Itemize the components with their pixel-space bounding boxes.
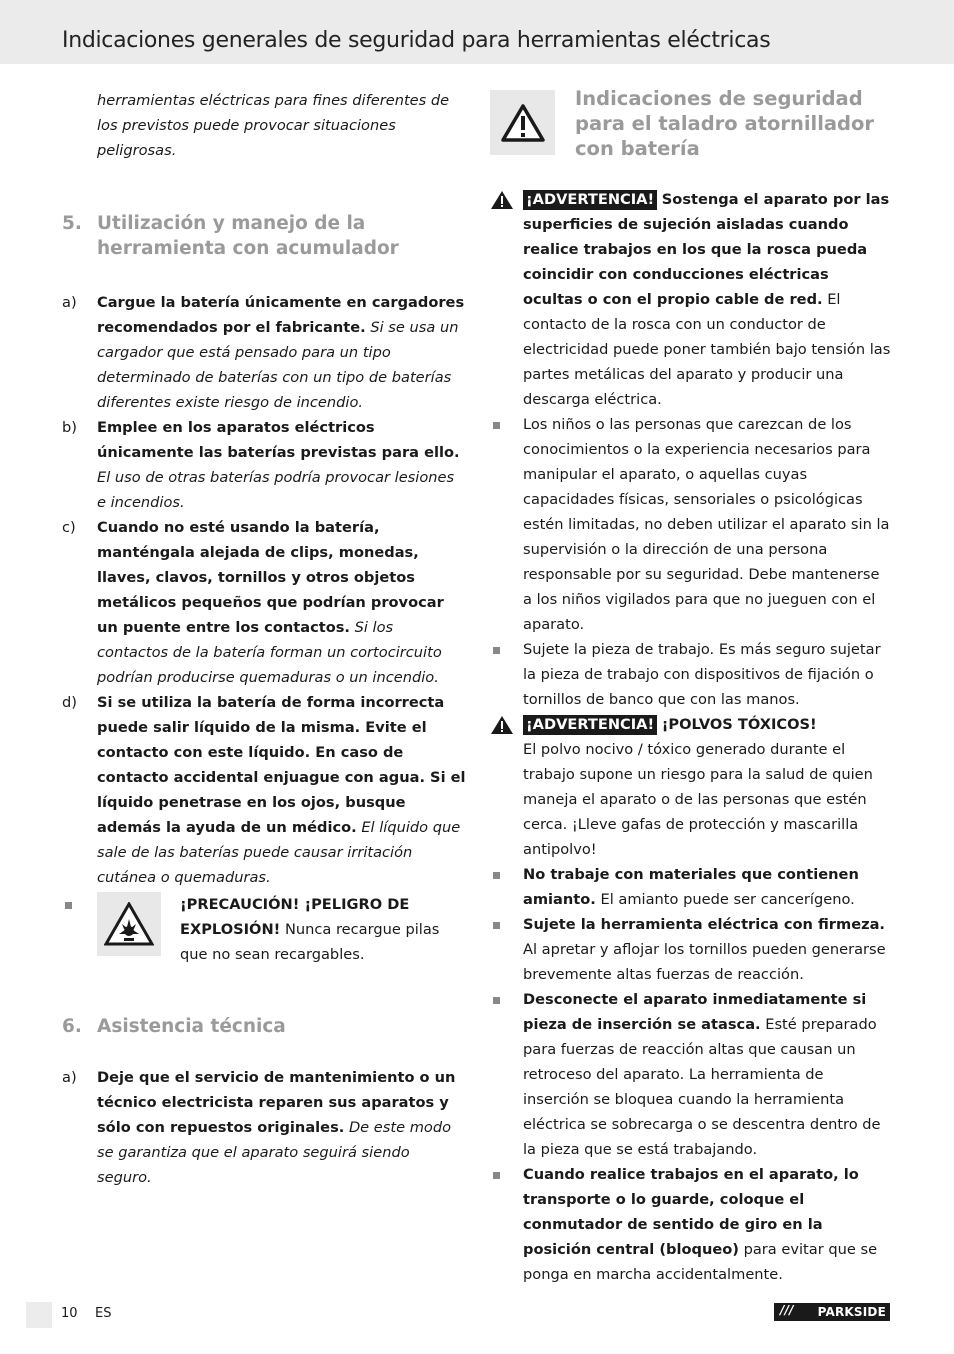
bullet-square (493, 997, 500, 1004)
list-item (62, 690, 466, 890)
section-6-title (62, 1014, 466, 1039)
list-item (62, 1065, 466, 1190)
warning-bold-text: Sostenga el aparato por las superficies de sujeción aisladas cuando realice trabajos en los que la rosca pueda coincidir con conducciones eléctricas ocultas o con el propio cable de red. (523, 191, 890, 308)
bullet-text: Esté preparado para fuerzas de reacción altas que causan un retroceso del aparato. La herramienta de inserción se bloquea cuando la herramienta eléctrica se sobrecarga o se descentra dentro de la pieza que se está trabajando. (523, 1016, 881, 1158)
item-italic-text: Si los contactos de la batería forman un cortocircuito podrían producirse quemaduras o un incendio. (97, 619, 442, 686)
item-bold-text: Cuando no esté usando la batería, manténgala alejada de clips, monedas, llaves, clavos, tornillos y otros objetos metálicos pequeños que podrían provocar un puente entre los contactos. (97, 519, 444, 636)
bullet-bold-text: Desconecte el aparato inmediatamente si pieza de inserción se atasca. (523, 991, 867, 1033)
item-bold-text: Deje que el servicio de mantenimiento o un técnico electricista reparen sus aparatos y sólo con repuestos originales. (97, 1069, 456, 1136)
warning-triangle-icon (490, 190, 514, 210)
intro-text: herramientas eléctricas para fines diferentes de los previstos puede provocar situaciones peligrosas. (97, 92, 450, 159)
warning-block-2 (490, 712, 892, 862)
bullet-bold-text: Sujete la herramienta eléctrica con firmeza. (523, 916, 885, 933)
warning-badge: ¡ADVERTENCIA! (523, 715, 657, 735)
bullet-item (490, 637, 892, 712)
section-5-heading: Utilización y manejo de la herramienta con acumulador (97, 213, 399, 259)
bullet-text: El amianto puede ser cancerígeno. (600, 891, 855, 908)
bullet-square (65, 902, 72, 909)
bullet-square (493, 647, 500, 654)
section-6-number: 6. (62, 1016, 82, 1037)
warning-bold-text: ¡POLVOS TÓXICOS! (661, 716, 817, 733)
brand-name: PARKSIDE (817, 1305, 886, 1319)
right-column (490, 86, 892, 1287)
page-number: 10 (61, 1306, 78, 1321)
bullet-text: Sujete la pieza de trabajo. Es más seguro sujetar la pieza de trabajo con dispositivos de fijación o tornillos de banco que con las manos. (523, 641, 881, 708)
item-label: c) (62, 519, 76, 536)
warning-triangle-icon (490, 715, 514, 735)
item-italic-text: El uso de otras baterías podría provocar lesiones e incendios. (97, 469, 455, 511)
right-section-title: Indicaciones de seguridad para el taladro atornillador con batería (575, 87, 875, 160)
page-number-box (26, 1302, 52, 1328)
warning-block-1 (490, 187, 892, 412)
explosion-hazard-icon (97, 892, 161, 956)
brand-logo (774, 1303, 890, 1321)
item-italic-text: El líquido que sale de las baterías puede causar irritación cutánea o quemaduras. (97, 819, 461, 886)
page-header (0, 0, 954, 64)
section-5-items (62, 290, 466, 967)
item-italic-text: De este modo se garantiza que el aparato seguirá siendo seguro. (97, 1119, 452, 1186)
warning-badge: ¡ADVERTENCIA! (523, 190, 657, 210)
item-italic-text: Si se usa un cargador que está pensado para un tipo determinado de baterías con un tipo de baterías diferentes existe riesgo de incendio. (97, 319, 459, 411)
bullet-bold-text: Cuando realice trabajos en el aparato, lo transporte o lo guarde, coloque el conmutador de sentido de giro en la posición central (bloqueo) (523, 1166, 859, 1258)
warning-text: El contacto de la rosca con un conductor de electricidad puede poner también bajo tensión las partes metálicas del aparato y producir una descarga eléctrica. (523, 291, 891, 408)
item-label: a) (62, 294, 77, 311)
bullet-item (490, 912, 892, 987)
warning-text: El polvo nocivo / tóxico generado durante el trabajo supone un riesgo para la salud de quien maneja el aparato o de las personas que estén cerca. ¡Lleve gafas de protección y mascarilla antipolvo! (523, 741, 873, 858)
bullet-bold-text: No trabaje con materiales que contienen amianto. (523, 866, 859, 908)
item-label: a) (62, 1069, 77, 1086)
page-language: ES (95, 1306, 112, 1321)
item-label: d) (62, 694, 77, 711)
section-6-heading: Asistencia técnica (97, 1016, 286, 1037)
brand-slashes: /// (780, 1303, 794, 1317)
bullet-square (493, 872, 500, 879)
list-item (62, 515, 466, 690)
item-bold-text: Cargue la batería únicamente en cargadores recomendados por el fabricante. (97, 294, 465, 336)
bullet-item (490, 412, 892, 637)
section-5-title (62, 211, 466, 261)
warning-triangle-icon (490, 90, 555, 155)
left-column (62, 88, 466, 1190)
section-5-number: 5. (62, 213, 82, 234)
right-section-header (490, 86, 892, 161)
explosion-text: Nunca recargue pilas que no sean recargables. (180, 921, 440, 963)
item-bold-text: Si se utiliza la batería de forma incorrecta puede salir líquido de la misma. Evite el contacto con este líquido. En caso de contacto accidental enjuague con agua. Si el líquido penetrase en los ojos, busque además la ayuda de un médico. (97, 694, 466, 836)
bullet-text: para evitar que se ponga en marcha accidentalmente. (523, 1241, 878, 1283)
section-6-items (62, 1065, 466, 1190)
bullet-square (493, 922, 500, 929)
bullet-square (493, 1172, 500, 1179)
bullet-item (490, 1162, 892, 1287)
page-title: Indicaciones generales de seguridad para herramientas eléctricas (62, 28, 771, 53)
explosion-warning (62, 892, 466, 967)
list-item (62, 290, 466, 415)
bullet-item (490, 987, 892, 1162)
item-bold-text: Emplee en los aparatos eléctricos únicamente las baterías previstas para ello. (97, 419, 460, 461)
list-item (62, 415, 466, 515)
bullet-text: Los niños o las personas que carezcan de los conocimientos o la experiencia necesarios para manipular el aparato, o aquellas cuyas capacidades físicas, sensoriales o psicológicas estén limitadas, no deben utilizar el aparato sin la supervisión o la dirección de una persona responsable por su seguridad. Debe mantenerse a los niños vigilados para que no jueguen con el aparato. (523, 416, 890, 633)
bullet-item (490, 862, 892, 912)
bullet-square (493, 422, 500, 429)
explosion-bold-text: ¡PRECAUCIÓN! ¡PELIGRO DE EXPLOSIÓN! (180, 896, 410, 938)
item-label: b) (62, 419, 77, 436)
bullet-text: Al apretar y aflojar los tornillos pueden generarse brevemente altas fuerzas de reacción. (523, 941, 886, 983)
